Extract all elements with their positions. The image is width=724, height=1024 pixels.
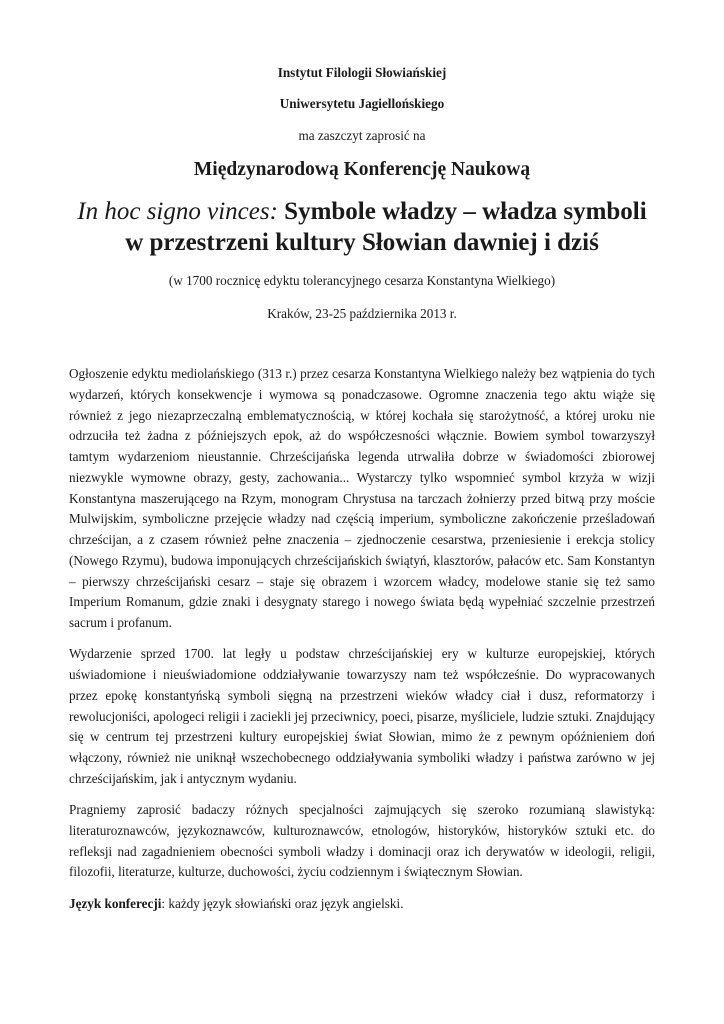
body-text	[69, 364, 655, 925]
body-paragraph: Wydarzenie sprzed 1700. lat legły u podstaw chrześcijańskiej ery w kulturze europejskiej, których uświadomione i nieuświadomione oddziaływanie towarzyszy nam też współcześnie. Do wypracowanych przez epokę konstantyńską symboli sięgną na przestrzeni wieków władcy ciał i dusz, reformatorzy i rewolucjoniści, apologeci religii i zaciekli jej przeciwnicy, poeci, pisarze, myśliciele, ludzie sztuki. Znajdujący się w centrum tej przestrzeni kultury europejskiej świat Słowian, mimo że z pewnym opóźnieniem doń włączony, również nie uniknął wszechobecnego oddziaływania symboliki władzy i państwa zarówno w jej chrześcijańskim, jak i antycznym wydaniu.	[69, 646, 655, 786]
language-label: Język konferecji	[69, 895, 162, 911]
conference-type: Międzynarodową Konferencję Naukową	[193, 159, 531, 180]
institute-name: Instytut Filologii Słowiańskiej	[277, 65, 447, 80]
body-paragraph: Ogłoszenie edyktu mediolańskiego (313 r.) przez cesarza Konstantyna Wielkiego należy bez wątpienia do tych wydarzeń, których konsekwencje i wymowa są ponadczasowe. Ogromne znaczenia tego aktu wiąże się również z jego niezaprzeczalną emblematycznością, w której kochała się starożytność, a której uroku nie odrzuciła też żadna z późniejszych epok, aż do współczesności włącznie. Bowiem symbol towarzyszył tamtym wydarzeniom nieustannie. Chrześcijańska legenda utrwaliła dobrze w świadomości zbiorowej niezwykle wymowne obrazy, gesty, zachowania... Wystarczy tylko wspomnieć symbol krzyża w wizji Konstantyna maszerującego na Rzym, monogram Chrystusa na tarczach żołnierzy przed bitwą przy moście Mulwijskim, symboliczne przejęcie władzy nad częścią imperium, symboliczne zakończenie prześladowań chrześcijan, a z czasem również pełne znaczenia – zjednoczenie cesarstwa, przeniesienie i erekcja stolicy (Nowego Rzymu), budowa imponujących chrześcijańskich świątyń, klasztorów, pałaców etc. Sam Konstantyn – pierwszy chrześcijański cesarz – staje się obrazem i wzorcem władcy, modelowe stanie się też samo Imperium Romanum, gdzie znaki i desygnaty starego i nowego świata będą wypełniać szczelnie przestrzeń sacrum i profanum.	[69, 366, 655, 630]
conference-title-line2: w przestrzeni kultury Słowian dawniej i dziś	[125, 229, 599, 256]
body-paragraph: Pragniemy zaprosić badaczy różnych specjalności zajmujących się szeroko rozumianą slawistyką: literaturoznawców, językoznawców, kulturoznawców, etnologów, historyków, historyków sztuki etc. do refleksji nad zagadnieniem obecności symboli władzy i dominacji oraz ich derywatów w ideologii, religii, filozofii, literaturze, kulturze, duchowości, życiu codziennym i świątecznym Słowian.	[69, 802, 655, 880]
occasion-note: (w 1700 rocznicę edyktu tolerancyjnego cesarza Konstantyna Wielkiego)	[168, 273, 556, 288]
invitation-line: ma zaszczyt zaprosić na	[298, 128, 426, 143]
title-line1-rest: Symbole władzy – władza symboli	[277, 198, 647, 225]
conference-language	[69, 894, 655, 915]
conference-title-line1	[0, 198, 724, 226]
title-latin-phrase: In hoc signo vinces:	[77, 198, 278, 225]
conference-dates: Kraków, 23-25 października 2013 r.	[267, 306, 457, 321]
language-value: : każdy język słowiański oraz język angielski.	[161, 895, 404, 911]
university-name: Uniwersytetu Jagiellońskiego	[279, 96, 445, 111]
